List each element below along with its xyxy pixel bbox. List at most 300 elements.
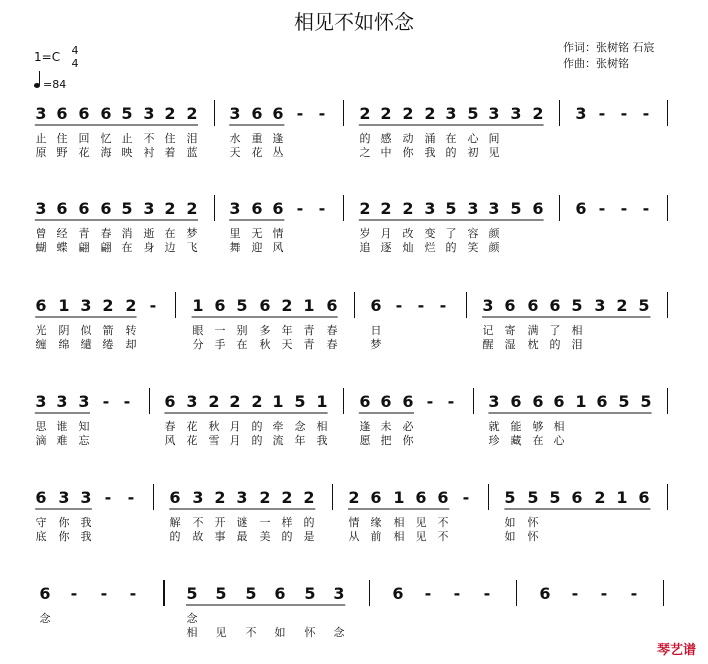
lyric-char: 样 [281, 516, 293, 529]
note: 2 [532, 104, 544, 123]
note: 6 [56, 104, 68, 123]
lyric-char: 灿 [402, 241, 414, 254]
note: 5 [245, 584, 257, 603]
lyric-char: 怀 [527, 516, 539, 529]
note: 5 [215, 584, 227, 603]
lyric-char: 绻 [102, 338, 114, 351]
note: 6 [359, 392, 371, 411]
lyric-char: 在 [236, 338, 248, 351]
lyric-char: 忘 [78, 434, 90, 447]
lyric-char: 心 [467, 132, 479, 145]
note: 3 [482, 296, 494, 315]
note: 3 [143, 199, 155, 218]
lyric-char: 飞 [186, 241, 198, 254]
note: 3 [35, 392, 47, 411]
dash-sustain: - [439, 296, 447, 315]
lyrics-verse-2 [0, 432, 708, 446]
lyric-char: 春 [100, 227, 112, 240]
lyric-char: 蓝 [186, 146, 198, 159]
lyric-char: 月 [380, 227, 392, 240]
note: 6 [596, 392, 608, 411]
lyric-char: 开 [214, 516, 226, 529]
note: 3 [488, 392, 500, 411]
lyric-char: 日 [370, 324, 382, 337]
lyric-char: 的 [549, 338, 561, 351]
lyric-char: 珍 [488, 434, 500, 447]
note: 5 [618, 392, 630, 411]
lyric-char: 相 [393, 530, 405, 543]
lyric-char: 翩 [78, 241, 90, 254]
lyric-char: 在 [164, 227, 176, 240]
lyric-char: 相 [393, 516, 405, 529]
lyric-char: 念 [39, 612, 51, 625]
note: 6 [532, 199, 544, 218]
lyric-char: 追 [359, 241, 371, 254]
page-title: 相见不如怀念 [294, 10, 414, 34]
dash-sustain: - [395, 296, 403, 315]
note: 6 [532, 392, 544, 411]
lyric-char: 心 [553, 434, 565, 447]
note: 6 [370, 488, 382, 507]
lyric-char: 经 [56, 227, 68, 240]
note: 6 [553, 392, 565, 411]
lyric-char: 变 [424, 227, 436, 240]
note: 6 [100, 199, 112, 218]
lyric-char: 里 [229, 227, 241, 240]
lyric-char: 着 [164, 146, 176, 159]
dash-sustain: - [318, 199, 326, 218]
lyric-char: 不 [437, 530, 449, 543]
lyric-char: 花 [186, 420, 198, 433]
dash-sustain: - [598, 199, 606, 218]
lyric-char: 边 [164, 241, 176, 254]
note: 6 [575, 199, 587, 218]
dash-sustain: - [600, 584, 608, 603]
lyrics-verse-2 [0, 239, 708, 253]
lyricist-credit: 作词：张树铭 石宸 [563, 41, 655, 54]
dash-sustain: - [630, 584, 638, 603]
lyric-char: 身 [143, 241, 155, 254]
note: 6 [415, 488, 427, 507]
note: 3 [192, 488, 204, 507]
lyric-char: 转 [125, 324, 137, 337]
lyric-char: 风 [164, 434, 176, 447]
lyric-char: 间 [488, 132, 500, 145]
note: 1 [192, 296, 204, 315]
lyric-char: 泪 [571, 338, 583, 351]
lyric-char: 多 [259, 324, 271, 337]
dash-sustain: - [642, 104, 650, 123]
lyric-char: 梦 [370, 338, 382, 351]
note: 6 [251, 199, 263, 218]
note: 2 [380, 199, 392, 218]
note: 6 [251, 104, 263, 123]
lyrics-verse-1 [0, 610, 708, 624]
note: 2 [359, 199, 371, 218]
note: 3 [510, 104, 522, 123]
lyrics-verse-1 [0, 130, 708, 144]
lyric-char: 天 [281, 338, 293, 351]
lyric-char: 见 [215, 626, 227, 639]
dash-sustain: - [620, 104, 628, 123]
dash-sustain: - [104, 488, 112, 507]
lyric-char: 春 [326, 324, 338, 337]
note: 3 [35, 199, 47, 218]
dash-sustain: - [620, 199, 628, 218]
lyric-char: 原 [35, 146, 47, 159]
lyric-char: 舞 [229, 241, 241, 254]
note: 1 [616, 488, 628, 507]
note: 3 [186, 392, 198, 411]
lyric-char: 箭 [102, 324, 114, 337]
lyric-char: 住 [56, 132, 68, 145]
note: 6 [392, 584, 404, 603]
note: 3 [488, 104, 500, 123]
note: 5 [121, 104, 133, 123]
lyric-char: 故 [192, 530, 204, 543]
lyric-char: 美 [259, 530, 271, 543]
lyric-char: 能 [510, 420, 522, 433]
lyrics-verse-1 [0, 225, 708, 239]
lyric-char: 花 [78, 146, 90, 159]
lyric-char: 逝 [143, 227, 155, 240]
lyric-char: 湿 [504, 338, 516, 351]
note: 6 [214, 296, 226, 315]
tempo-value: =84 [43, 78, 67, 91]
lyric-char: 谜 [236, 516, 248, 529]
tempo-marking [34, 78, 66, 91]
lyric-char: 住 [164, 132, 176, 145]
lyric-char: 怀 [527, 530, 539, 543]
note: 6 [437, 488, 449, 507]
credits [563, 40, 655, 72]
note: 3 [229, 104, 241, 123]
note: 6 [56, 199, 68, 218]
note: 2 [251, 392, 263, 411]
beam-lines [0, 580, 708, 614]
note: 2 [102, 296, 114, 315]
lyric-char: 的 [251, 434, 263, 447]
note: 6 [571, 488, 583, 507]
lyric-char: 绵 [58, 338, 70, 351]
lyric-char: 情 [348, 516, 360, 529]
lyric-char: 中 [380, 146, 392, 159]
dash-sustain: - [100, 584, 108, 603]
lyric-char: 的 [251, 420, 263, 433]
note: 1 [575, 392, 587, 411]
dash-sustain: - [598, 104, 606, 123]
lyric-char: 是 [303, 530, 315, 543]
lyric-char: 蝶 [56, 241, 68, 254]
lyric-char: 无 [251, 227, 263, 240]
dash-sustain: - [149, 296, 157, 315]
lyric-char: 逢 [359, 420, 371, 433]
lyric-char: 思 [35, 420, 47, 433]
lyric-char: 见 [488, 146, 500, 159]
lyric-char: 衬 [143, 146, 155, 159]
note: 5 [638, 296, 650, 315]
lyrics-verse-1 [0, 322, 708, 336]
note: 6 [100, 104, 112, 123]
note: 6 [39, 584, 51, 603]
lyric-char: 牵 [272, 420, 284, 433]
note: 2 [359, 104, 371, 123]
lyric-char: 眼 [192, 324, 204, 337]
note: 2 [424, 104, 436, 123]
note: 6 [169, 488, 181, 507]
lyric-char: 花 [251, 146, 263, 159]
lyric-char: 容 [467, 227, 479, 240]
note: 5 [445, 199, 457, 218]
lyric-char: 的 [169, 530, 181, 543]
note: 2 [164, 104, 176, 123]
note: 3 [445, 104, 457, 123]
lyric-char: 蝴 [35, 241, 47, 254]
lyric-char: 忆 [100, 132, 112, 145]
lyric-char: 分 [192, 338, 204, 351]
note: 3 [488, 199, 500, 218]
lyric-char: 前 [370, 530, 382, 543]
dash-sustain: - [462, 488, 470, 507]
dash-sustain: - [447, 392, 455, 411]
lyric-char: 初 [467, 146, 479, 159]
lyric-char: 在 [532, 434, 544, 447]
lyric-char: 枕 [527, 338, 539, 351]
lyric-char: 天 [229, 146, 241, 159]
dash-sustain: - [417, 296, 425, 315]
lyric-char: 光 [35, 324, 47, 337]
lyrics-verse-1 [0, 418, 708, 432]
lyric-char: 我 [80, 516, 92, 529]
note: 6 [164, 392, 176, 411]
note: 6 [638, 488, 650, 507]
dash-sustain: - [483, 584, 491, 603]
dash-sustain: - [424, 584, 432, 603]
lyric-char: 念 [186, 612, 198, 625]
lyric-char: 相 [571, 324, 583, 337]
lyric-char: 消 [121, 227, 133, 240]
lyric-char: 梦 [186, 227, 198, 240]
lyric-char: 解 [169, 516, 181, 529]
notes-row [0, 292, 708, 316]
beam-lines [0, 195, 708, 229]
lyric-char: 缠 [35, 338, 47, 351]
lyric-char: 了 [549, 324, 561, 337]
lyric-char: 够 [532, 420, 544, 433]
watermark-logo: 琴艺谱 [656, 643, 696, 658]
lyrics-verse-2 [0, 528, 708, 542]
lyric-char: 你 [402, 434, 414, 447]
lyric-char: 不 [192, 516, 204, 529]
note: 5 [304, 584, 316, 603]
dash-sustain: - [296, 104, 304, 123]
note: 3 [58, 488, 70, 507]
lyric-char: 我 [80, 530, 92, 543]
lyric-char: 藏 [510, 434, 522, 447]
lyric-char: 缱 [80, 338, 92, 351]
note: 5 [527, 488, 539, 507]
lyric-char: 海 [100, 146, 112, 159]
lyric-char: 似 [80, 324, 92, 337]
dash-sustain: - [571, 584, 579, 603]
lyric-char: 满 [527, 324, 539, 337]
lyric-char: 回 [78, 132, 90, 145]
lyric-char: 相 [553, 420, 565, 433]
lyric-char: 的 [359, 132, 371, 145]
note: 6 [326, 296, 338, 315]
note: 6 [35, 488, 47, 507]
lyric-char: 念 [294, 420, 306, 433]
lyric-char: 秋 [259, 338, 271, 351]
lyric-char: 逢 [272, 132, 284, 145]
lyric-char: 知 [78, 420, 90, 433]
lyric-char: 你 [58, 530, 70, 543]
note: 5 [549, 488, 561, 507]
note: 5 [504, 488, 516, 507]
quarter-note-icon [34, 83, 40, 88]
note: 3 [143, 104, 155, 123]
note: 3 [594, 296, 606, 315]
lyric-char: 底 [35, 530, 47, 543]
lyric-char: 雪 [208, 434, 220, 447]
note: 6 [35, 296, 47, 315]
lyric-char: 重 [251, 132, 263, 145]
dash-sustain: - [123, 392, 131, 411]
lyric-char: 如 [504, 530, 516, 543]
note: 3 [236, 488, 248, 507]
lyric-char: 动 [402, 132, 414, 145]
note: 3 [467, 199, 479, 218]
lyric-char: 止 [121, 132, 133, 145]
lyric-char: 念 [333, 626, 345, 639]
composer-credit: 作曲：张树铭 [563, 57, 629, 70]
note: 5 [640, 392, 652, 411]
dash-sustain: - [453, 584, 461, 603]
dash-sustain: - [102, 392, 110, 411]
lyric-char: 滴 [35, 434, 47, 447]
note: 6 [504, 296, 516, 315]
note: 2 [348, 488, 360, 507]
notes-row [0, 100, 708, 124]
lyric-char: 春 [326, 338, 338, 351]
lyric-char: 丛 [272, 146, 284, 159]
lyric-char: 醒 [482, 338, 494, 351]
lyric-char: 的 [445, 241, 457, 254]
lyric-char: 风 [272, 241, 284, 254]
lyric-char: 怀 [304, 626, 316, 639]
note: 3 [80, 488, 92, 507]
lyric-char: 未 [380, 420, 392, 433]
lyric-char: 寄 [504, 324, 516, 337]
lyric-char: 不 [143, 132, 155, 145]
lyric-char: 的 [303, 516, 315, 529]
note: 1 [316, 392, 328, 411]
lyric-char: 却 [125, 338, 137, 351]
lyric-char: 颜 [488, 241, 500, 254]
lyric-char: 必 [402, 420, 414, 433]
lyric-char: 映 [121, 146, 133, 159]
note: 2 [125, 296, 137, 315]
lyric-char: 相 [186, 626, 198, 639]
lyric-char: 记 [482, 324, 494, 337]
lyric-char: 从 [348, 530, 360, 543]
lyric-char: 最 [236, 530, 248, 543]
note: 6 [539, 584, 551, 603]
lyric-char: 我 [316, 434, 328, 447]
beam-lines [0, 388, 708, 422]
lyric-char: 难 [56, 434, 68, 447]
lyric-char: 阴 [58, 324, 70, 337]
note: 6 [274, 584, 286, 603]
note: 6 [527, 296, 539, 315]
lyric-char: 的 [281, 530, 293, 543]
note: 6 [380, 392, 392, 411]
note: 3 [56, 392, 68, 411]
dash-sustain: - [129, 584, 137, 603]
note: 2 [208, 392, 220, 411]
lyric-char: 青 [78, 227, 90, 240]
note: 3 [80, 296, 92, 315]
note: 6 [272, 199, 284, 218]
time-signature-bottom: 4 [71, 57, 79, 70]
lyrics-verse-1 [0, 514, 708, 528]
note: 2 [186, 199, 198, 218]
lyric-char: 年 [294, 434, 306, 447]
lyric-char: 了 [445, 227, 457, 240]
lyric-char: 不 [245, 626, 257, 639]
note: 2 [186, 104, 198, 123]
note: 3 [575, 104, 587, 123]
lyric-char: 愿 [359, 434, 371, 447]
lyric-char: 感 [380, 132, 392, 145]
note: 2 [303, 488, 315, 507]
note: 1 [272, 392, 284, 411]
lyric-char: 曾 [35, 227, 47, 240]
lyric-char: 手 [214, 338, 226, 351]
lyric-char: 翩 [100, 241, 112, 254]
note: 5 [186, 584, 198, 603]
lyric-char: 谁 [56, 420, 68, 433]
lyric-char: 事 [214, 530, 226, 543]
note: 3 [424, 199, 436, 218]
lyric-char: 流 [272, 434, 284, 447]
note: 6 [78, 104, 90, 123]
lyric-char: 迎 [251, 241, 263, 254]
lyric-char: 相 [316, 420, 328, 433]
lyric-char: 止 [35, 132, 47, 145]
note: 3 [333, 584, 345, 603]
lyrics-verse-2 [0, 336, 708, 350]
lyric-char: 缘 [370, 516, 382, 529]
note: 2 [214, 488, 226, 507]
time-signature-top: 4 [71, 44, 79, 57]
note: 5 [467, 104, 479, 123]
lyrics-verse-2 [0, 144, 708, 158]
lyric-char: 不 [437, 516, 449, 529]
lyric-char: 之 [359, 146, 371, 159]
note: 6 [402, 392, 414, 411]
lyric-char: 一 [259, 516, 271, 529]
lyric-char: 别 [236, 324, 248, 337]
note: 2 [281, 296, 293, 315]
note: 6 [510, 392, 522, 411]
note: 6 [259, 296, 271, 315]
lyric-char: 把 [380, 434, 392, 447]
lyric-char: 花 [186, 434, 198, 447]
note: 5 [571, 296, 583, 315]
lyric-char: 青 [303, 324, 315, 337]
lyric-char: 一 [214, 324, 226, 337]
